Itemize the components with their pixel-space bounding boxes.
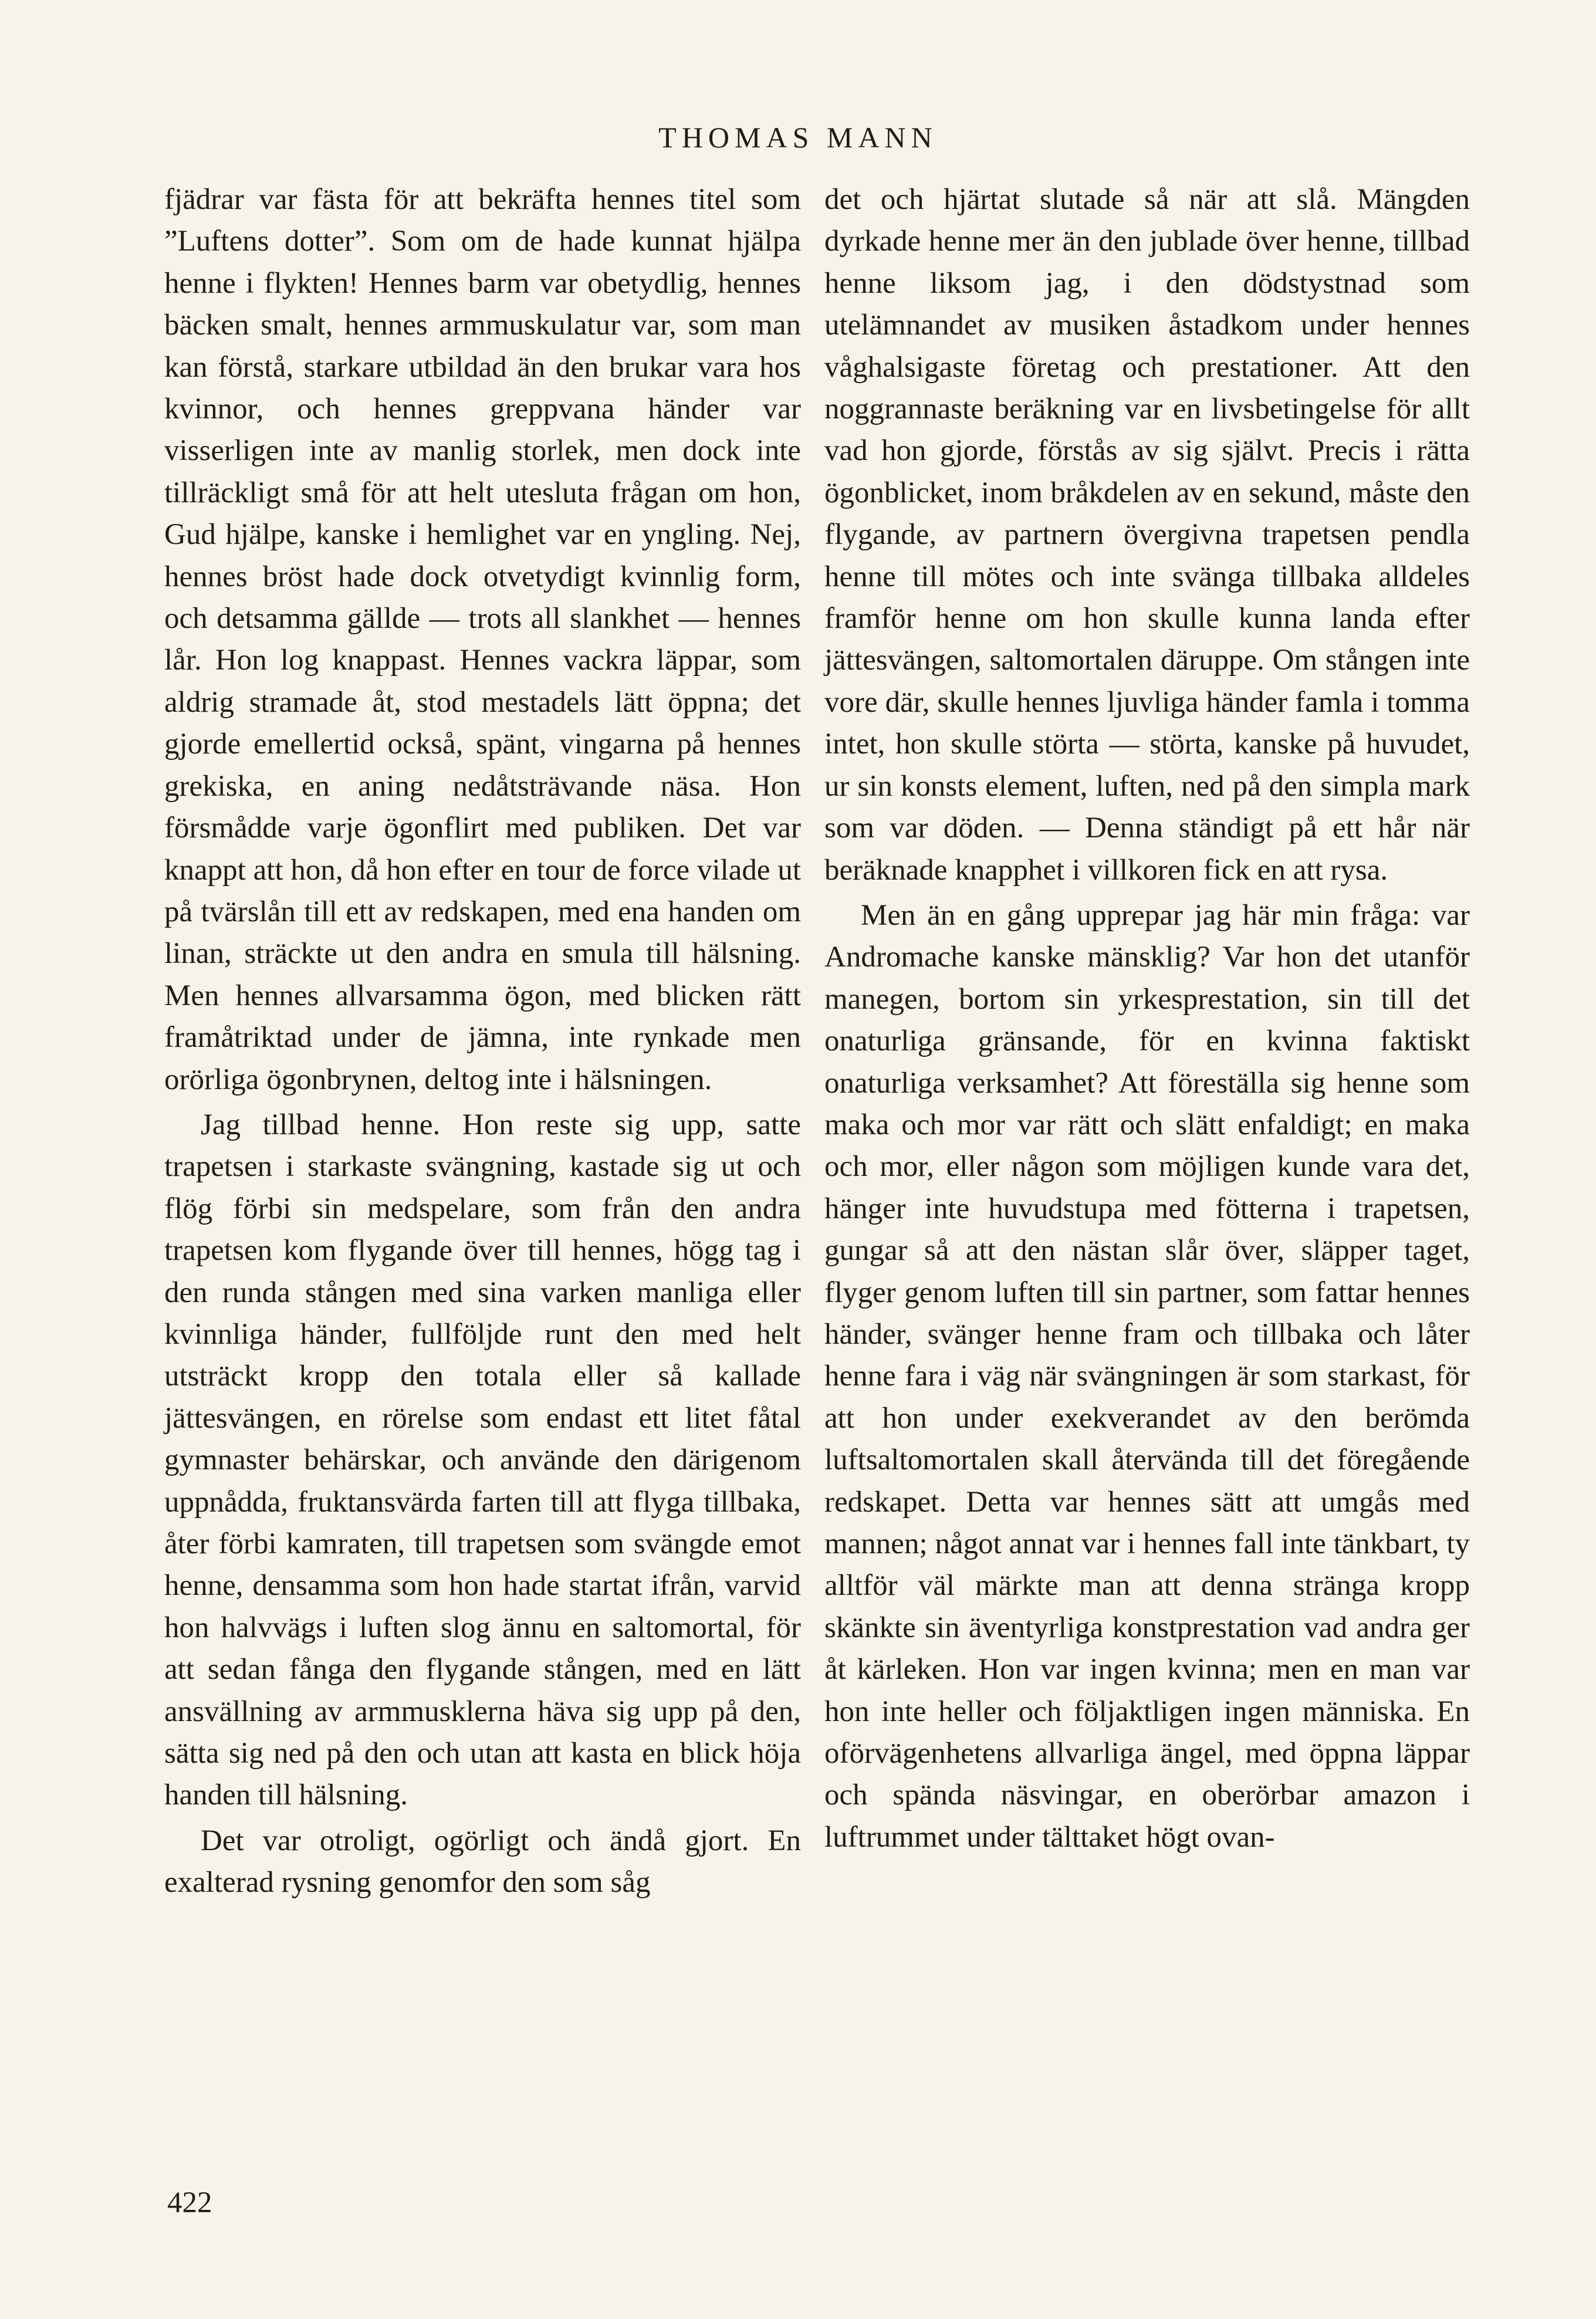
running-head: THOMAS MANN <box>658 121 938 154</box>
page-number: 422 <box>167 2186 212 2219</box>
right-column <box>824 179 1470 1858</box>
paragraph: det och hjärtat slutade så när att slå. Mängden dyrkade henne mer än den jublade över henne, tillbad henne liksom jag, i den dödstystnad som utelämnandet av musiken åstadkom under hennes våghalsigaste företag och prestationer. Att den noggrannaste beräkning var en livsbetingelse för allt vad hon gjorde, förstås av sig självt. Precis i rätta ögonblicket, inom bråkdelen av en sekund, måste den flygande, av partnern övergivna trapetsen pendla henne till mötes och inte svänga tillbaka alldeles framför henne om hon skulle kunna landa efter jättesvängen, saltomortalen däruppe. Om stången inte vore där, skulle hennes ljuvliga händer famla i tomma intet, hon skulle störta — störta, kanske på huvudet, ur sin konsts element, luften, ned på den simpla mark som var döden. — Denna ständigt på ett hår när beräknade knapphet i villkoren fick en att rysa. <box>824 183 1470 887</box>
paragraph: fjädrar var fästa för att bekräfta hennes titel som ”Luftens dotter”. Som om de hade kunnat hjälpa henne i flykten! Hennes barm var obetydlig, hennes bäcken smalt, hennes armmuskulatur var, som man kan förstå, starkare utbildad än den brukar vara hos kvinnor, och hennes greppvana händer var visserligen inte av manlig storlek, men dock inte tillräckligt små för att helt utesluta frågan om hon, Gud hjälpe, kanske i hemlighet var en yngling. Nej, hennes bröst hade dock otvetydigt kvinnlig form, och detsamma gällde — trots all slankhet — hennes lår. Hon log knappast. Hennes vackra läppar, som aldrig stramade åt, stod mestadels lätt öppna; det gjorde emellertid också, spänt, vingarna på hennes grekiska, en aning nedåtsträvande näsa. Hon försmådde varje ögonflirt med publiken. Det var knappt att hon, då hon efter en tour de force vilade ut på tvärslån till ett av redskapen, med ena handen om linan, sträckte ut den andra en smula till hälsning. Men hennes allvarsamma ögon, med blicken rätt framåtriktad under de jämna, inte rynkade men orörliga ögonbrynen, deltog inte i hälsningen. <box>164 183 801 1096</box>
paragraph: Jag tillbad henne. Hon reste sig upp, satte trapetsen i starkaste svängning, kastade sig ut och flög förbi sin medspelare, som från den andra trapetsen kom flygande över till hennes, högg tag i den runda stången med sina varken manliga eller kvinnliga händer, fullföljde runt den med helt utsträckt kropp den totala eller så kallade jättesvängen, en rörelse som endast ett litet fåtal gymnaster behärskar, och använde den därigenom uppnådda, fruktansvärda farten till att flyga tillbaka, åter förbi kamraten, till trapetsen som svängde emot henne, densamma som hon hade startat ifrån, varvid hon halvvägs i luften slog ännu en saltomortal, för att sedan fånga den flygande stången, med en lätt ansvällning av armmusklerna häva sig upp på den, sätta sig ned på den och utan att kasta en blick höja handen till hälsning. <box>164 1108 801 1812</box>
left-column <box>164 179 801 1904</box>
paragraph: Det var otroligt, ogörligt och ändå gjort. En exalterad rysning genomfor den som såg <box>164 1824 801 1899</box>
paragraph: Men än en gång upprepar jag här min fråga: var Andromache kanske mänsklig? Var hon det utanför manegen, bortom sin yrkesprestation, sin till det onaturliga gränsande, för en kvinna faktiskt onaturliga verksamhet? Att föreställa sig henne som maka och mor var rätt och slätt enfaldigt; en maka och mor, eller någon som möjligen kunde vara det, hänger inte huvudstupa med fötterna i trapetsen, gungar så att den nästan slår över, släpper taget, flyger genom luften till sin partner, som fattar hennes händer, svänger henne fram och tillbaka och låter henne fara i väg när svängningen är som starkast, för att hon under exekverandet av den berömda luftsaltomortalen skall återvända till det föregående redskapet. Detta var hennes sätt att umgås med mannen; något annat var i hennes fall inte tänkbart, ty alltför väl märkte man att denna stränga kropp skänkte sin äventyrliga konstprestation vad andra ger åt kärleken. Hon var ingen kvinna; men en man var hon inte heller och följaktligen ingen människa. En oförvägenhetens allvarliga ängel, med öppna läppar och spända näsvingar, en oberörbar amazon i luftrummet under tälttaket högt ovan- <box>824 898 1470 1854</box>
